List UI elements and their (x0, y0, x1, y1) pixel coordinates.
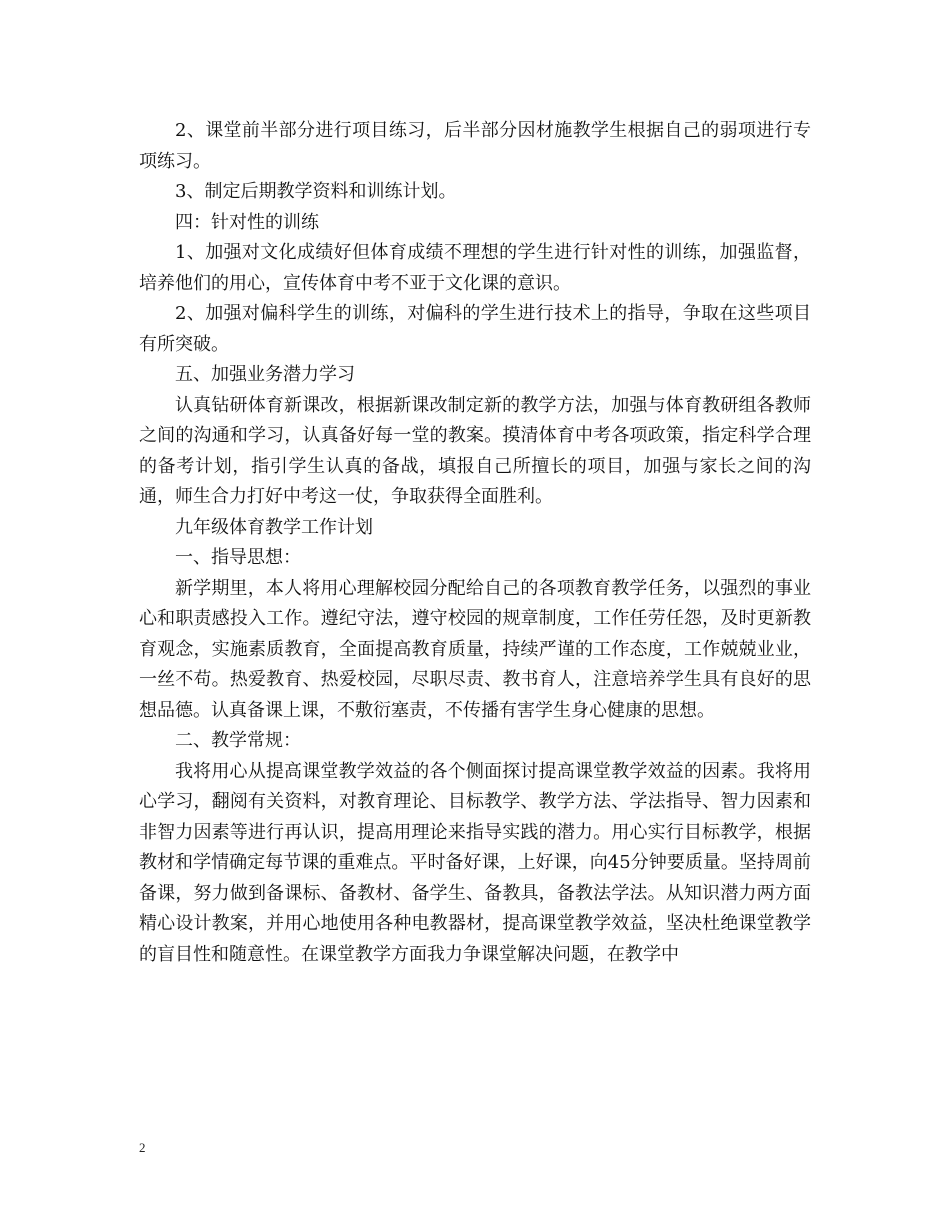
paragraph-2: 3、制定后期教学资料和训练计划。 (175, 181, 457, 202)
section-heading-4: 四：针对性的训练 (175, 211, 319, 233)
section-heading-1: 一、指导思想： (175, 547, 301, 568)
paragraph-4: 2、加强对偏科学生的训练，对偏科的学生进行技术上的指导，争取在这些项目有所突破。 (139, 303, 811, 355)
paragraph-1: 2、课堂前半部分进行项目练习，后半部分因材施教学生根据自己的弱项进行专项练习。 (139, 120, 811, 172)
section-heading-2: 二、教学常规： (175, 730, 301, 751)
paragraph-5: 认真钻研体育新课改，根据新课改制定新的教学方法，加强与体育教研组各教师之间的沟通和学习，认真备好每一堂的教案。摸清体育中考各项政策，指定科学合理的备考计划，指引学生认真的备战，填报自己所擅长的项目，加强与家长之间的沟通，师生合力打好中考这一仗，争取获得全面胜利。 (139, 394, 811, 507)
paragraph-7: 我将用心从提高课堂教学效益的各个侧面探讨提高课堂教学效益的因素。我将用心学习，翻阅有关资料，对教育理论、目标教学、教学方法、学法指导、智力因素和非智力因素等进行再认识，提高用理论来指导实践的潜力。用心实行目标教学，根据教材和学情确定每节课的重难点。平时备好课，上好课，向45分钟要质量。坚持周前备课，努力做到备课标、备教材、备学生、备教具，备教法学法。从知识潜力两方面精心设计教案，并用心地使用各种电教器材，提高课堂教学效益，坚决杜绝课堂教学的盲目性和随意性。在课堂教学方面我力争课堂解决问题，在教学中 (139, 760, 811, 965)
page-number: 2 (139, 1140, 146, 1155)
section-heading-5: 五、加强业务潜力学习 (175, 364, 355, 385)
paragraph-6: 新学期里，本人将用心理解校园分配给自己的各项教育教学任务，以强烈的事业心和职责感投入工作。遵纪守法，遵守校园的规章制度，工作任劳任怨，及时更新教育观念，实施素质教育，全面提高教育质量，持续严谨的工作态度，工作兢兢业业，一丝不苟。热爱教育、热爱校园，尽职尽责、教书育人，注意培养学生具有良好的思想品德。认真备课上课，不敷衍塞责，不传播有害学生身心健康的思想。 (139, 577, 811, 721)
document-body (139, 116, 811, 970)
paragraph-3: 1、加强对文化成绩好但体育成绩不理想的学生进行针对性的训练，加强监督，培养他们的用心，宣传体育中考不亚于文化课的意识。 (139, 242, 811, 294)
document-title: 九年级体育教学工作计划 (175, 516, 373, 538)
